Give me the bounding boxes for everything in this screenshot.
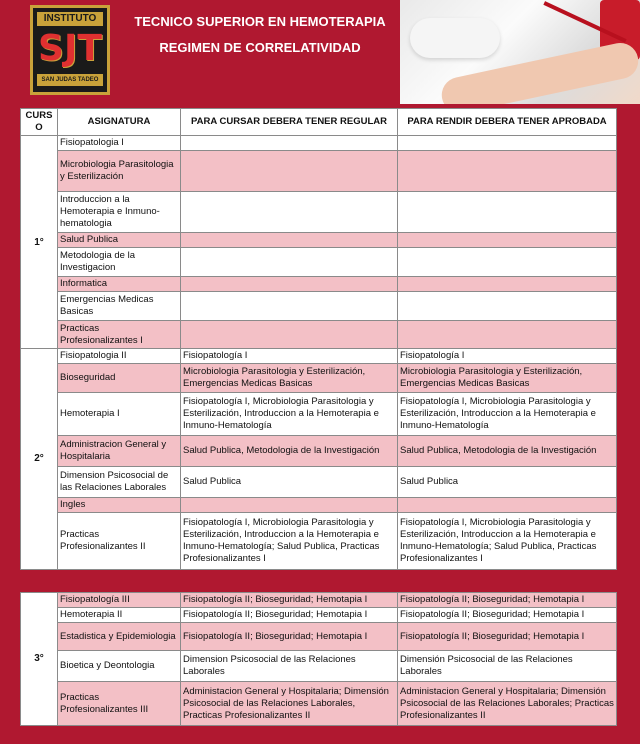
cursar-cell: Dimension Psicosocial de las Relaciones Laborales <box>181 651 398 682</box>
asignatura-cell: Bioetica y Deontologia <box>58 651 181 682</box>
asignatura-cell: Dimension Psicosocial de las Relaciones Laborales <box>58 467 181 498</box>
rendir-cell <box>398 248 617 277</box>
table-row <box>21 608 617 623</box>
table-row <box>21 364 617 393</box>
rendir-cell: Salud Publica, Metodologia de la Investigación <box>398 436 617 467</box>
rendir-cell: Salud Publica <box>398 467 617 498</box>
asignatura-cell: Fisiopatologia II <box>58 349 181 364</box>
asignatura-cell: Administracion General y Hospitalaria <box>58 436 181 467</box>
cursar-cell <box>181 321 398 350</box>
table-year-1 <box>20 108 617 350</box>
rendir-cell: Administacion General y Hospitalaria; Dimensión Psicosocial de las Relaciones Laborales; Practicas Profesionalizantes II <box>398 682 617 726</box>
asignatura-cell: Hemoterapia I <box>58 393 181 436</box>
asignatura-cell: Practicas Profesionalizantes II <box>58 513 181 570</box>
cursar-cell <box>181 151 398 192</box>
page-title: TECNICO SUPERIOR EN HEMOTERAPIA <box>134 14 386 29</box>
asignatura-cell: Ingles <box>58 498 181 513</box>
rendir-cell: Fisiopatología II; Bioseguridad; Hemotapia I <box>398 593 617 608</box>
table-row <box>21 436 617 467</box>
rendir-cell <box>398 233 617 248</box>
asignatura-cell: Salud Publica <box>58 233 181 248</box>
asignatura-cell: Practicas Profesionalizantes III <box>58 682 181 726</box>
cursar-cell: Fisiopatología I <box>181 349 398 364</box>
rendir-cell <box>398 151 617 192</box>
table-row <box>21 277 617 292</box>
year-label: 1° <box>21 136 58 350</box>
table-row <box>21 498 617 513</box>
cursar-cell <box>181 292 398 321</box>
table-row <box>21 136 617 151</box>
logo-bottom-text: SAN JUDAS TADEO <box>37 74 103 86</box>
table-row <box>21 349 617 364</box>
rendir-cell <box>398 321 617 350</box>
page-subtitle: REGIMEN DE CORRELATIVIDAD <box>159 40 361 55</box>
cursar-cell: Fisiopatología I, Microbiologia Parasitologia y Esterilización, Introduccion a la Hemoterapia e Inmuno-Hematología <box>181 393 398 436</box>
rendir-cell: Microbiologia Parasitologia y Esterilización, Emergencias Medicas Basicas <box>398 364 617 393</box>
asignatura-cell: Fisiopatologia I <box>58 136 181 151</box>
rendir-cell <box>398 277 617 292</box>
table-row <box>21 321 617 350</box>
rendir-cell <box>398 192 617 233</box>
table-row <box>21 248 617 277</box>
logo-top-text: INSTITUTO <box>37 12 103 26</box>
table-year-3 <box>20 592 617 726</box>
rendir-cell <box>398 292 617 321</box>
asignatura-cell: Hemoterapia II <box>58 608 181 623</box>
rendir-cell <box>398 498 617 513</box>
asignatura-cell: Practicas Profesionalizantes I <box>58 321 181 350</box>
header-rendir: PARA RENDIR DEBERA TENER APROBADA <box>398 109 617 136</box>
rendir-cell: Fisiopatología I, Microbiologia Parasitologia y Esterilización, Introduccion a la Hemoterapia e Inmuno-Hematología; Salud Publica, Practicas Profesionalizantes I <box>398 513 617 570</box>
asignatura-cell: Metodologia de la Investigacion <box>58 248 181 277</box>
table-year-2 <box>20 348 617 570</box>
asignatura-cell: Informatica <box>58 277 181 292</box>
rendir-cell: Fisiopatología II; Bioseguridad; Hemotapia I <box>398 623 617 651</box>
cursar-cell: Fisiopatología II; Bioseguridad; Hemotapia I <box>181 623 398 651</box>
cursar-cell <box>181 136 398 151</box>
header-photo <box>400 0 640 104</box>
cursar-cell: Salud Publica <box>181 467 398 498</box>
table-row <box>21 513 617 570</box>
table-row <box>21 292 617 321</box>
header-asignatura: ASIGNATURA <box>58 109 181 136</box>
cursar-cell: Fisiopatología II; Bioseguridad; Hemotapia I <box>181 608 398 623</box>
header-cursar: PARA CURSAR DEBERA TENER REGULAR <box>181 109 398 136</box>
table-row <box>21 192 617 233</box>
rendir-cell: Dimensión Psicosocial de las Relaciones Laborales <box>398 651 617 682</box>
table-row <box>21 623 617 651</box>
rendir-cell: Fisiopatología I, Microbiologia Parasitologia y Esterilización, Introduccion a la Hemoterapia e Inmuno-Hematología <box>398 393 617 436</box>
cursar-cell <box>181 248 398 277</box>
table-row <box>21 651 617 682</box>
rendir-cell <box>398 136 617 151</box>
logo-main-text: SJT <box>38 28 102 69</box>
asignatura-cell: Emergencias Medicas Basicas <box>58 292 181 321</box>
table-row <box>21 682 617 726</box>
cursar-cell <box>181 498 398 513</box>
year-label: 3° <box>21 593 58 726</box>
table-row <box>21 151 617 192</box>
cursar-cell: Microbiologia Parasitologia y Esterilización, Emergencias Medicas Basicas <box>181 364 398 393</box>
cursar-cell <box>181 277 398 292</box>
table-row <box>21 233 617 248</box>
rendir-cell: Fisiopatología II; Bioseguridad; Hemotapia I <box>398 608 617 623</box>
year-label: 2° <box>21 349 58 570</box>
asignatura-cell: Fisiopatología III <box>58 593 181 608</box>
table-row <box>21 467 617 498</box>
cursar-cell: Fisiopatología II; Bioseguridad; Hemotapia I <box>181 593 398 608</box>
header-curso: CURSO <box>21 109 58 136</box>
cursar-cell: Salud Publica, Metodologia de la Investigación <box>181 436 398 467</box>
asignatura-cell: Introduccion a la Hemoterapia e Inmuno-hematologia <box>58 192 181 233</box>
table-row <box>21 393 617 436</box>
institute-logo <box>30 5 110 95</box>
header <box>0 0 640 108</box>
asignatura-cell: Estadistica y Epidemiologia <box>58 623 181 651</box>
table-row <box>21 593 617 608</box>
rendir-cell: Fisiopatología I <box>398 349 617 364</box>
glove-shape <box>410 18 500 58</box>
asignatura-cell: Bioseguridad <box>58 364 181 393</box>
cursar-cell <box>181 233 398 248</box>
cursar-cell <box>181 192 398 233</box>
cursar-cell: Fisiopatología I, Microbiologia Parasitologia y Esterilización, Introduccion a la Hemoterapia e Inmuno-Hematología; Salud Publica, Practicas Profesionalizantes I <box>181 513 398 570</box>
asignatura-cell: Microbiologia Parasitologia y Esterilización <box>58 151 181 192</box>
cursar-cell: Administacion General y Hospitalaria; Dimensión Psicosocial de las Relaciones Laborales, Practicas Profesionalizantes II <box>181 682 398 726</box>
